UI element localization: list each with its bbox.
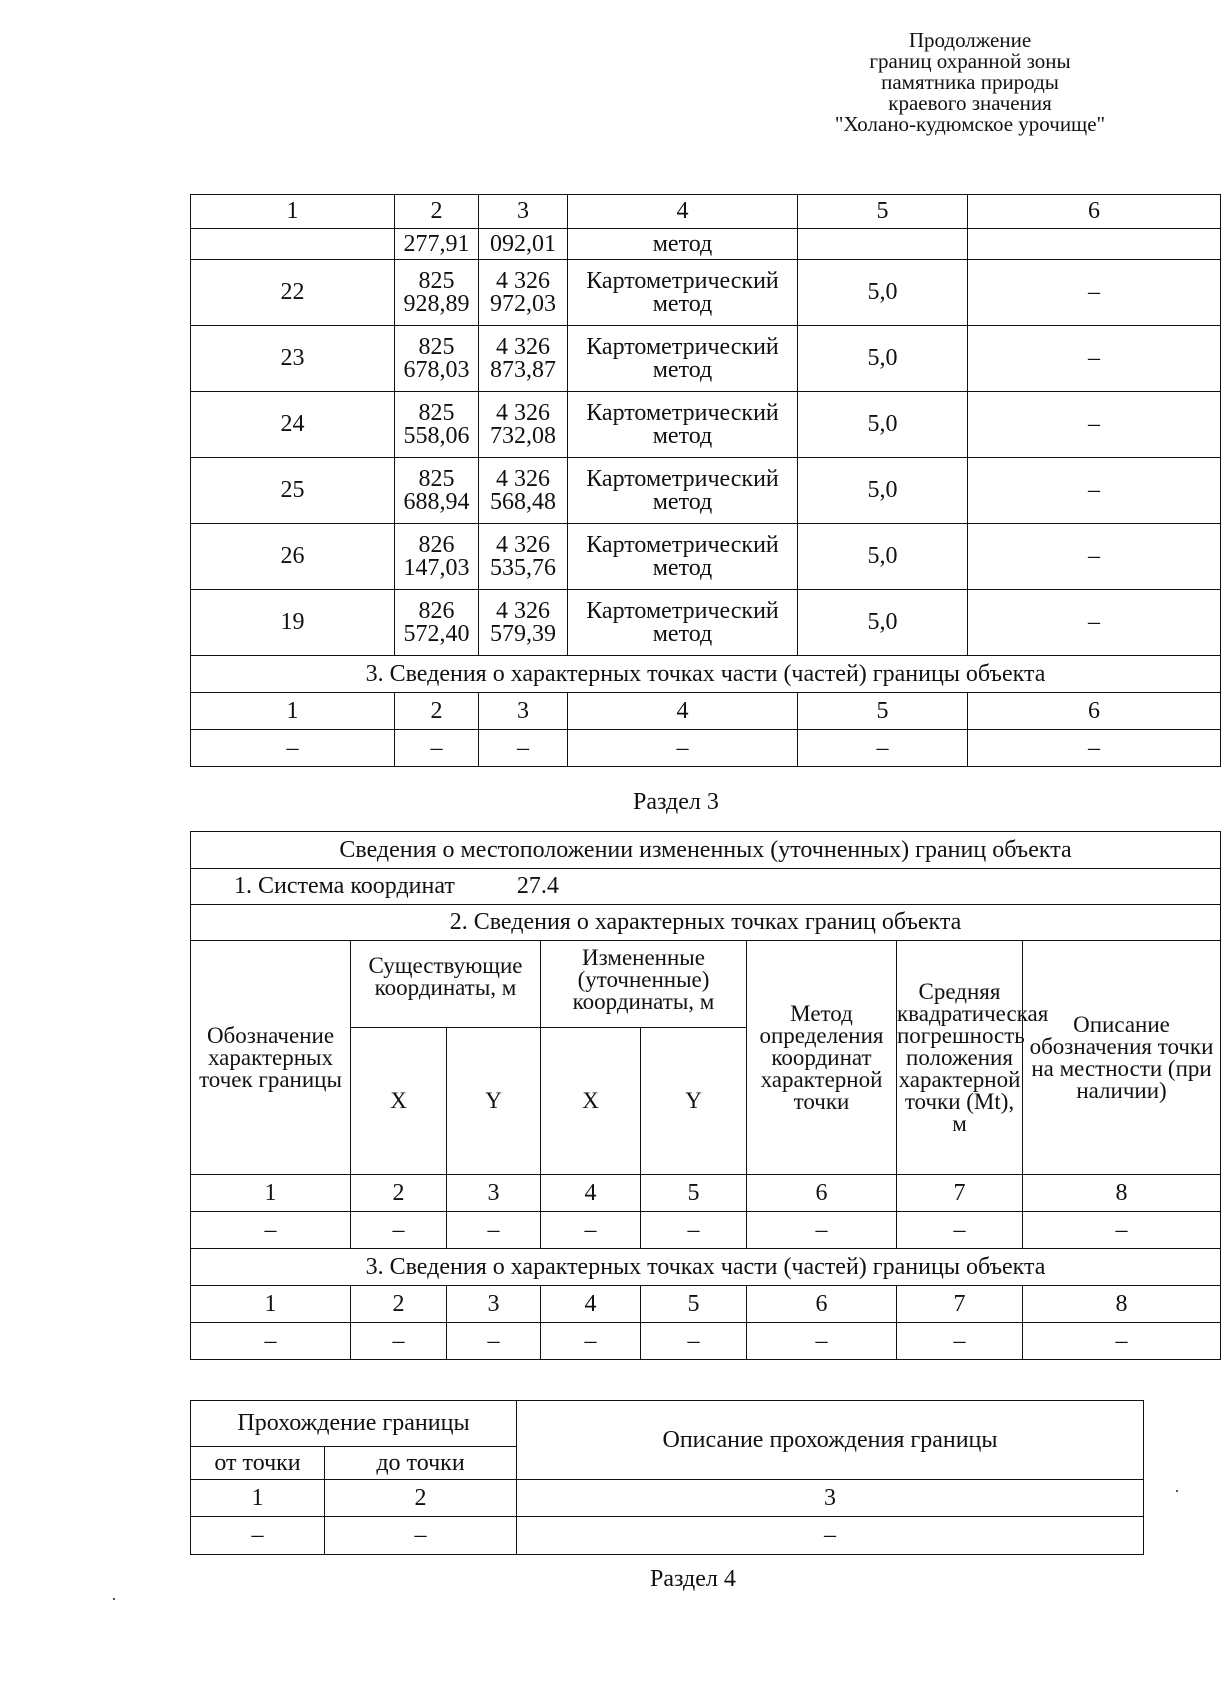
cell: – xyxy=(351,1323,447,1360)
method-part: Картометрический xyxy=(586,399,779,426)
cell: – xyxy=(447,1323,541,1360)
cell: 2 xyxy=(351,1286,447,1323)
method-part: метод xyxy=(652,422,713,449)
cell: 6 xyxy=(747,1175,897,1212)
table-row xyxy=(191,1212,1221,1249)
header-line: границ охранной зоны xyxy=(869,49,1071,73)
cell xyxy=(191,229,395,260)
method-part: метод xyxy=(652,488,713,515)
cell: 3 xyxy=(447,1286,541,1323)
x-coordinate xyxy=(395,458,479,524)
cell: 2 xyxy=(395,195,479,229)
column-number-row xyxy=(191,195,1221,229)
existing-coords-header: Существующие координаты, м xyxy=(351,941,541,1028)
cell: – xyxy=(395,730,479,767)
column-number-row xyxy=(191,1286,1221,1323)
method xyxy=(568,260,798,326)
precision: 5,0 xyxy=(798,260,968,326)
cell: 277,91 xyxy=(395,229,479,260)
to-point-header: до точки xyxy=(325,1447,517,1480)
coord-part: 825 xyxy=(418,333,455,360)
passage-description-header: Описание прохождения границы xyxy=(517,1401,1144,1480)
cell: 4 xyxy=(568,693,798,730)
coord-part: 825 xyxy=(418,399,455,426)
boundary-points-table xyxy=(190,194,1221,767)
column-number-row xyxy=(191,693,1221,730)
header-row xyxy=(191,941,1221,1028)
description: – xyxy=(968,524,1221,590)
coord-part: 535,76 xyxy=(490,554,556,581)
cell: – xyxy=(191,1323,351,1360)
y-header: Y xyxy=(447,1028,541,1175)
coord-part: 579,39 xyxy=(490,620,556,647)
cell: – xyxy=(641,1323,747,1360)
method xyxy=(568,392,798,458)
cell: – xyxy=(798,730,968,767)
x-coordinate xyxy=(395,326,479,392)
cell: метод xyxy=(568,229,798,260)
section-caption: Раздел 4 xyxy=(650,1566,736,1592)
cell: 092,01 xyxy=(479,229,568,260)
coord-part: 873,87 xyxy=(490,356,556,383)
coord-part: 826 xyxy=(418,531,455,558)
cell xyxy=(798,229,968,260)
coord-part: 4 326 xyxy=(496,531,550,558)
coord-system-label: 1. Система координат xyxy=(234,873,455,899)
coord-part: 558,06 xyxy=(403,422,470,449)
cell: – xyxy=(541,1212,641,1249)
changed-coords-header: Измененные (уточненные) координаты, м xyxy=(541,941,747,1028)
cell: – xyxy=(641,1212,747,1249)
cell: 1 xyxy=(191,1480,325,1517)
coord-part: 825 xyxy=(418,465,455,492)
coord-part: 4 326 xyxy=(496,465,550,492)
method-part: Картометрический xyxy=(586,333,779,360)
cell: 6 xyxy=(968,693,1221,730)
cell: – xyxy=(351,1212,447,1249)
coord-part: 4 326 xyxy=(496,267,550,294)
section-title-row xyxy=(191,656,1221,693)
precision: 5,0 xyxy=(798,590,968,656)
method xyxy=(568,326,798,392)
table-row xyxy=(191,260,1221,326)
column-number-row xyxy=(191,1175,1221,1212)
cell: – xyxy=(1023,1212,1221,1249)
description: – xyxy=(968,590,1221,656)
method xyxy=(568,524,798,590)
table-title: Сведения о местоположении измененных (уточненных) границ объекта xyxy=(191,832,1221,869)
cell: 5 xyxy=(641,1286,747,1323)
document-header xyxy=(800,30,1140,135)
cell: 7 xyxy=(897,1175,1023,1212)
coord-part: 678,03 xyxy=(403,356,470,383)
y-coordinate xyxy=(479,392,568,458)
point-number: 19 xyxy=(191,590,395,656)
y-coordinate xyxy=(479,524,568,590)
cell: 1 xyxy=(191,195,395,229)
table-row xyxy=(191,730,1221,767)
cell: – xyxy=(1023,1323,1221,1360)
table-title-row xyxy=(191,832,1221,869)
header-line: краевого значения xyxy=(888,91,1052,115)
coord-part: 928,89 xyxy=(403,290,470,317)
section-title-row xyxy=(191,905,1221,941)
coord-system xyxy=(191,869,1221,905)
description: – xyxy=(968,326,1221,392)
header-line: памятника природы xyxy=(881,70,1059,94)
cell: – xyxy=(541,1323,641,1360)
y-coordinate xyxy=(479,326,568,392)
cell: – xyxy=(897,1212,1023,1249)
cell: 4 xyxy=(541,1286,641,1323)
from-point-header: от точки xyxy=(191,1447,325,1480)
method-part: метод xyxy=(652,356,713,383)
cell xyxy=(968,229,1221,260)
method-part: метод xyxy=(652,290,713,317)
cell: 3 xyxy=(479,195,568,229)
cell: – xyxy=(747,1323,897,1360)
point-number: 22 xyxy=(191,260,395,326)
cell: 1 xyxy=(191,1175,351,1212)
method xyxy=(568,458,798,524)
x-coordinate xyxy=(395,260,479,326)
method-part: метод xyxy=(652,620,713,647)
boundary-passage-table xyxy=(190,1400,1144,1555)
coord-part: 4 326 xyxy=(496,333,550,360)
coord-part: 825 xyxy=(418,267,455,294)
cell: – xyxy=(447,1212,541,1249)
cell: – xyxy=(191,730,395,767)
x-coordinate xyxy=(395,524,479,590)
coord-system-row xyxy=(191,869,1221,905)
coord-part: 147,03 xyxy=(403,554,470,581)
cell: – xyxy=(897,1323,1023,1360)
x-coordinate xyxy=(395,590,479,656)
point-number: 23 xyxy=(191,326,395,392)
table-row xyxy=(191,1517,1144,1555)
y-coordinate xyxy=(479,260,568,326)
method xyxy=(568,590,798,656)
cell: – xyxy=(517,1517,1144,1555)
cell: 5 xyxy=(798,693,968,730)
x-coordinate xyxy=(395,392,479,458)
coord-part: 732,08 xyxy=(490,422,556,449)
cell: – xyxy=(191,1212,351,1249)
designation-header: Обозначение характерных точек границы xyxy=(191,941,351,1175)
cell: 2 xyxy=(395,693,479,730)
x-header: X xyxy=(541,1028,641,1175)
table-row xyxy=(191,524,1221,590)
point-number: 26 xyxy=(191,524,395,590)
cell: 7 xyxy=(897,1286,1023,1323)
table-row xyxy=(191,590,1221,656)
table-row xyxy=(191,392,1221,458)
section-caption: Раздел 3 xyxy=(633,789,719,815)
method-header: Метод определения координат характерной точки xyxy=(747,941,897,1175)
coord-part: 972,03 xyxy=(490,290,556,317)
cell: 5 xyxy=(641,1175,747,1212)
cell: – xyxy=(479,730,568,767)
section-title: 3. Сведения о характерных точках части (частей) границы объекта xyxy=(191,656,1221,693)
cell: – xyxy=(568,730,798,767)
precision: 5,0 xyxy=(798,392,968,458)
cell: 6 xyxy=(968,195,1221,229)
scan-speck xyxy=(113,1598,115,1600)
cell: – xyxy=(747,1212,897,1249)
section-title: 2. Сведения о характерных точках границ объекта xyxy=(191,905,1221,941)
table-row xyxy=(191,326,1221,392)
point-number: 24 xyxy=(191,392,395,458)
section-title: 3. Сведения о характерных точках части (частей) границы объекта xyxy=(191,1249,1221,1286)
cell: 5 xyxy=(798,195,968,229)
cell: 3 xyxy=(479,693,568,730)
method-part: Картометрический xyxy=(586,597,779,624)
coord-part: 572,40 xyxy=(403,620,470,647)
precision: 5,0 xyxy=(798,524,968,590)
cell: 1 xyxy=(191,1286,351,1323)
precision-header: Средняя квадратическая погрешность положения характерной точки (Mt), м xyxy=(897,941,1023,1175)
description-header: Описание обозначения точки на местности (при наличии) xyxy=(1023,941,1221,1175)
header-line: "Холано-кудюмское урочище" xyxy=(834,112,1106,136)
method-part: метод xyxy=(652,554,713,581)
passage-header: Прохождение границы xyxy=(191,1401,517,1447)
coord-part: 4 326 xyxy=(496,399,550,426)
section-title-row xyxy=(191,1249,1221,1286)
coord-part: 568,48 xyxy=(490,488,556,515)
cell: – xyxy=(968,730,1221,767)
scan-speck xyxy=(1176,1490,1178,1492)
coord-part: 826 xyxy=(418,597,455,624)
coord-part: 688,94 xyxy=(403,488,470,515)
cell: 3 xyxy=(447,1175,541,1212)
cell: 8 xyxy=(1023,1286,1221,1323)
cell: 1 xyxy=(191,693,395,730)
changed-boundaries-table xyxy=(190,831,1221,1360)
table-row xyxy=(191,458,1221,524)
description: – xyxy=(968,260,1221,326)
method-part: Картометрический xyxy=(586,267,779,294)
table-row xyxy=(191,229,1221,260)
cell: – xyxy=(191,1517,325,1555)
coord-system-value: 27.4 xyxy=(516,873,559,899)
header-row xyxy=(191,1401,1144,1447)
cell: 8 xyxy=(1023,1175,1221,1212)
cell: 3 xyxy=(517,1480,1144,1517)
cell: 4 xyxy=(541,1175,641,1212)
point-number: 25 xyxy=(191,458,395,524)
header-line: Продолжение xyxy=(908,28,1032,52)
description: – xyxy=(968,392,1221,458)
cell: 2 xyxy=(351,1175,447,1212)
y-header: Y xyxy=(641,1028,747,1175)
cell: 2 xyxy=(325,1480,517,1517)
column-number-row xyxy=(191,1480,1144,1517)
method-part: Картометрический xyxy=(586,531,779,558)
cell: 4 xyxy=(568,195,798,229)
x-header: X xyxy=(351,1028,447,1175)
table-row xyxy=(191,1323,1221,1360)
description: – xyxy=(968,458,1221,524)
method-part: Картометрический xyxy=(586,465,779,492)
precision: 5,0 xyxy=(798,326,968,392)
cell: – xyxy=(325,1517,517,1555)
precision: 5,0 xyxy=(798,458,968,524)
y-coordinate xyxy=(479,590,568,656)
coord-part: 4 326 xyxy=(496,597,550,624)
y-coordinate xyxy=(479,458,568,524)
cell: 6 xyxy=(747,1286,897,1323)
